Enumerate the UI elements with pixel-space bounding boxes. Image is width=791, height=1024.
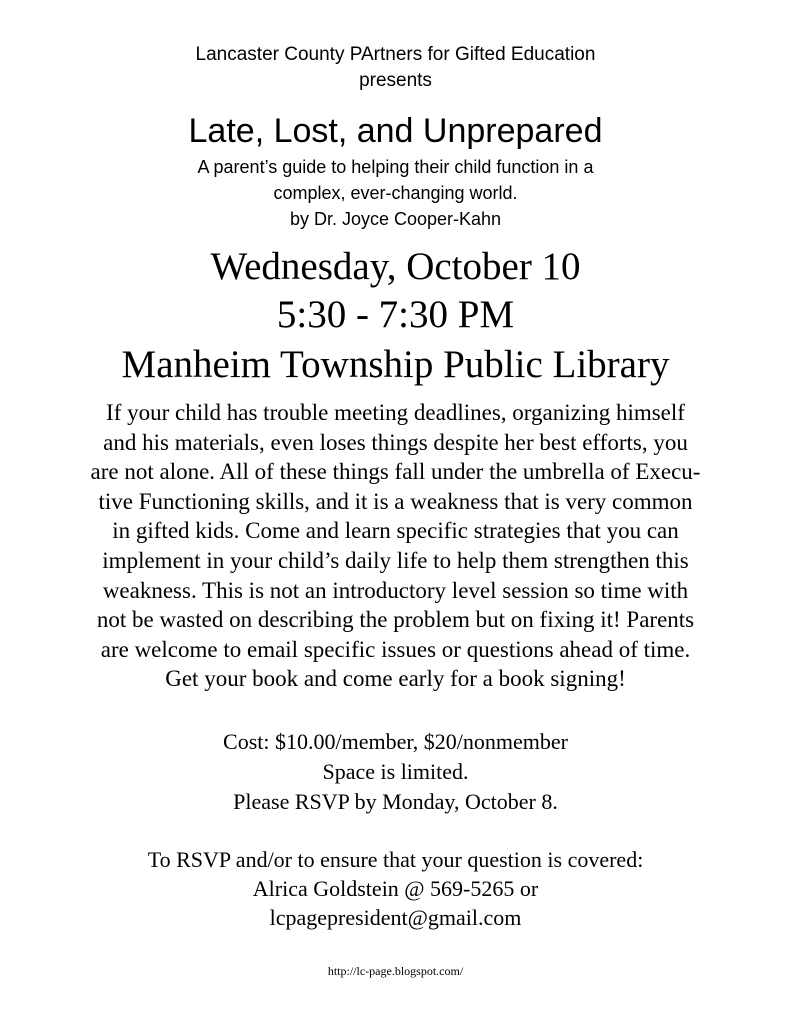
cost-info: Cost: $10.00/member, $20/nonmember [223,729,568,754]
space-notice: Space is limited. [322,759,469,784]
description-line: Get your book and come early for a book signing! [165,666,626,692]
description-line: are welcome to email specific issues or questions ahead of time. [100,636,691,662]
description-line: and his materials, even loses things despite her best efforts, you [103,429,688,455]
description-line: are not alone. All of these things fall under the umbrella of Execu- [90,459,701,485]
event-date: Wednesday, October 10 [210,245,581,288]
description-line: in gifted kids. Come and learn specific strategies that you can [112,518,679,544]
rsvp-email: lcpagepresident@gmail.com [269,905,522,930]
description-line: weakness. This is not an introductory level session so time with [102,577,689,603]
description-line: tive Functioning skills, and it is a weakness that is very common [98,488,693,514]
event-venue: Manheim Township Public Library [121,343,670,386]
organization-name: Lancaster County PArtners for Gifted Education [195,44,596,65]
blog-url: http://lc-page.blogspot.com/ [327,964,464,978]
rsvp-deadline: Please RSVP by Monday, October 8. [233,789,558,814]
author-byline: by Dr. Joyce Cooper-Kahn [289,209,502,229]
event-description [0,398,791,694]
event-subtitle-line: A parent’s guide to helping their child function in a [197,157,594,177]
description-line: not be wasted on describing the problem but on fixing it! Parents [96,607,695,633]
description-line: implement in your child’s daily life to help them strengthen this [102,547,689,573]
event-time: 5:30 - 7:30 PM [276,293,515,336]
presents-text: presents [359,70,432,91]
description-line: If your child has trouble meeting deadlines, organizing himself [106,400,685,425]
rsvp-contact: Alrica Goldstein @ 569-5265 or [252,876,539,901]
event-title: Late, Lost, and Unprepared [188,112,603,150]
rsvp-instructions: To RSVP and/or to ensure that your question is covered: [147,847,644,872]
event-subtitle-line: complex, ever-changing world. [273,183,518,203]
